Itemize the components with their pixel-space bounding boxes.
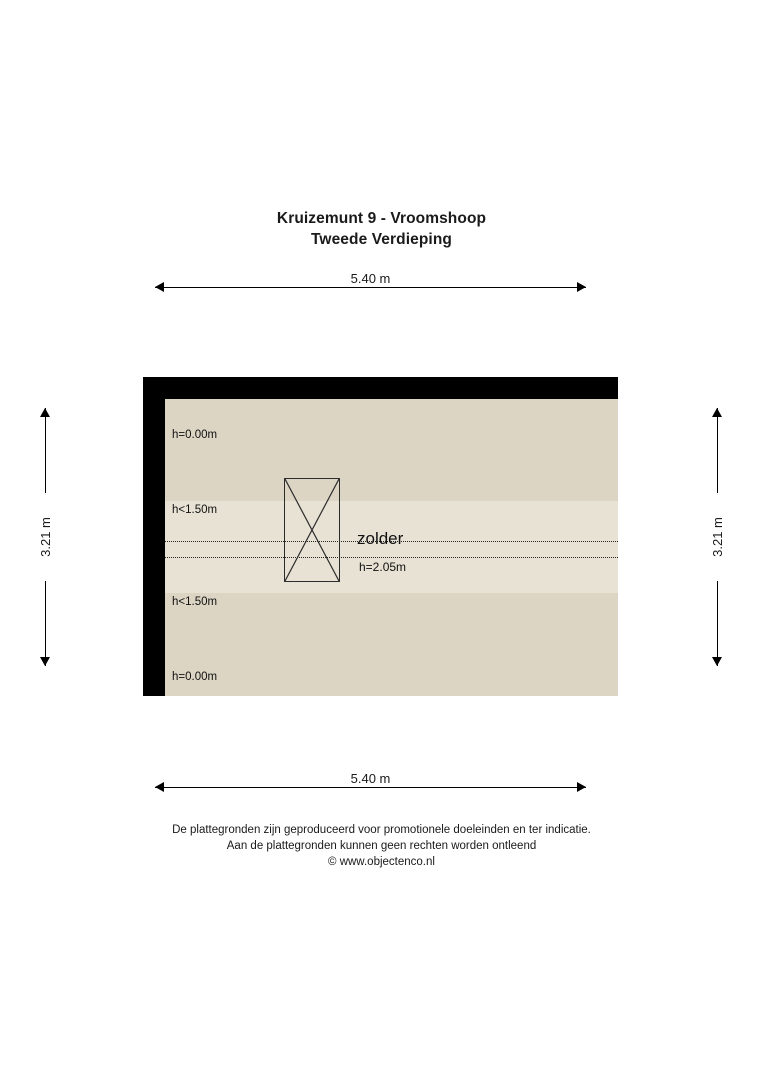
footer-copyright: © www.objectenco.nl (328, 856, 435, 868)
room-label-zolder: zolder (357, 529, 404, 548)
dimension-line (155, 787, 586, 788)
arrow-right-icon (577, 282, 586, 292)
arrow-left-icon (155, 282, 164, 292)
footer-disclaimer (0, 822, 763, 870)
height-label-mid-upper: h<1.50m (172, 504, 218, 516)
ridge-line-lower (165, 557, 618, 558)
page-title (0, 208, 763, 250)
cross-icon (285, 479, 339, 581)
height-label-top-left: h=0.00m (172, 429, 218, 441)
height-label-mid-lower: h<1.50m (172, 596, 218, 608)
arrow-right-icon (577, 782, 586, 792)
arrow-up-icon (712, 408, 722, 417)
footer-line-1: De plattegronden zijn geproduceerd voor promotionele doeleinden en ter indicatie. (172, 824, 591, 836)
arrow-up-icon (40, 408, 50, 417)
dimension-top-width (155, 271, 586, 298)
dimension-right-height (708, 408, 728, 666)
dimension-bottom-width (155, 771, 586, 798)
height-label-ridge: h=2.05m (359, 560, 407, 574)
dimension-left-height (36, 408, 56, 666)
stair-opening (284, 478, 340, 582)
dimension-bottom-width-label: 5.40 m (336, 771, 406, 787)
dimension-left-height-label: 3.21 m (37, 493, 55, 581)
dimension-line (155, 287, 586, 288)
arrow-down-icon (712, 657, 722, 666)
attic-floor-area (165, 399, 618, 696)
dimension-top-width-label: 5.40 m (336, 271, 406, 287)
dimension-right-height-label: 3.21 m (709, 493, 727, 581)
floor-plan (143, 377, 618, 696)
arrow-left-icon (155, 782, 164, 792)
height-label-bottom-left: h=0.00m (172, 671, 218, 683)
arrow-down-icon (40, 657, 50, 666)
footer-line-2: Aan de plattegronden kunnen geen rechten worden ontleend (226, 840, 537, 852)
title-address: Kruizemunt 9 - Vroomshoop (276, 210, 487, 227)
title-floor: Tweede Verdieping (311, 231, 452, 248)
